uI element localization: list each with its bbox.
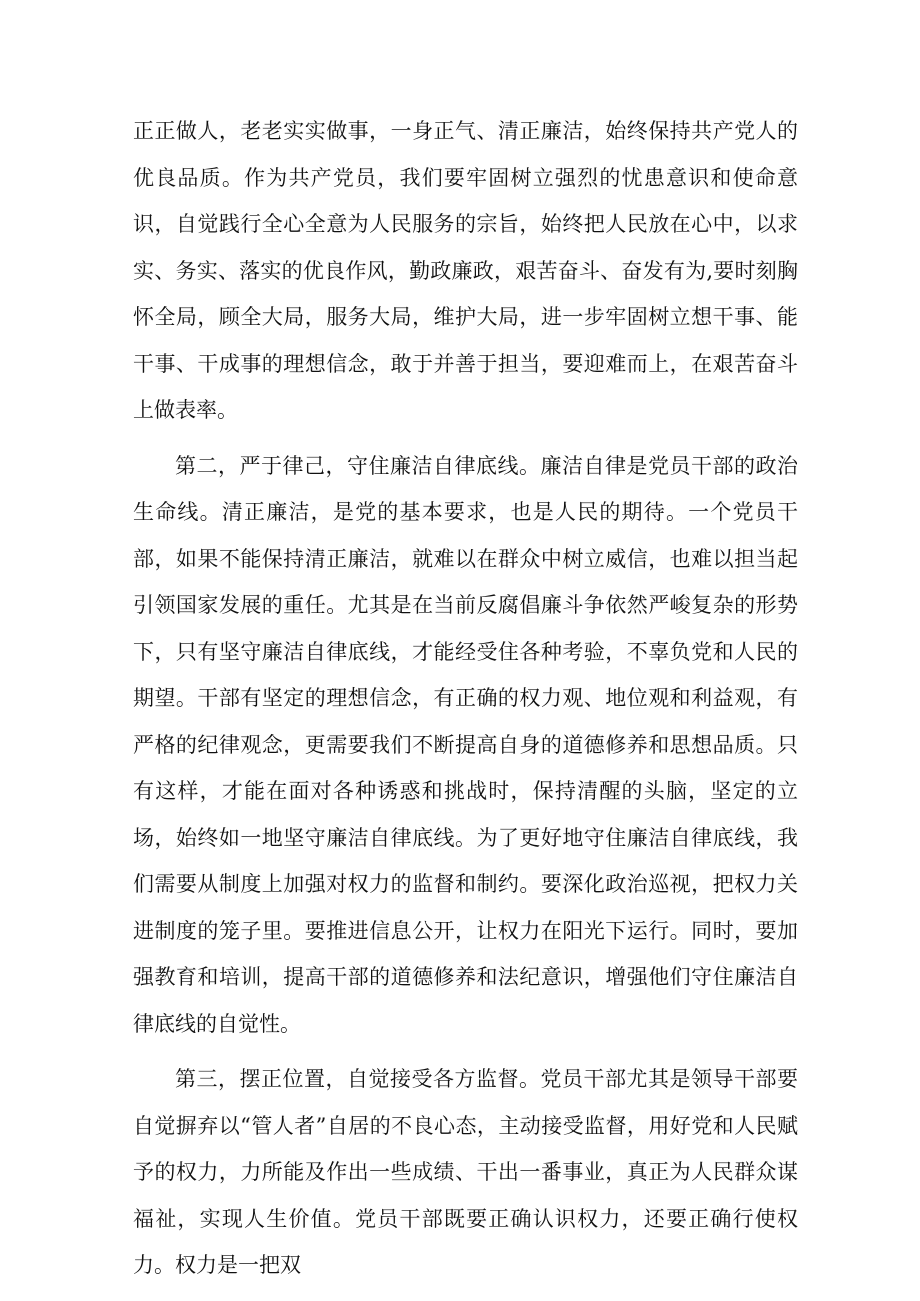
paragraph-second-point: 第二，严于律己，守住廉洁自律底线。廉洁自律是党员干部的政治生命线。清正廉洁，是党的基本要求，也是人民的期待。一个党员干部，如果不能保持清正廉洁，就难以在群众中树立威信，也难以担当起引领国家发展的重任。尤其是在当前反腐倡廉斗争依然严峻复杂的形势下，只有坚守廉洁自律底线，才能经受住各种考验，不辜负党和人民的期望。干部有坚定的理想信念，有正确的权力观、地位观和利益观，有严格的纪律观念，更需要我们不断提高自身的道德修养和思想品质。只有这样，才能在面对各种诱惑和挑战时，保持清醒的头脑，坚定的立场，始终如一地坚守廉洁自律底线。为了更好地守住廉洁自律底线，我们需要从制度上加强对权力的监督和制约。要深化政治巡视，把权力关进制度的笼子里。要推进信息公开，让权力在阳光下运行。同时，要加强教育和培训，提高干部的道德修养和法纪意识，增强他们守住廉洁自律底线的自觉性。	[133, 453, 798, 1036]
paragraph-third-point: 第三，摆正位置，自觉接受各方监督。党员干部尤其是领导干部要自觉摒弃以“管人者”自居的不良心态，主动接受监督，用好党和人民赋予的权力，力所能及作出一些成绩、干出一番事业，真正为人民群众谋福祉，实现人生价值。党员干部既要正确认识权力，还要正确行使权力。权力是一把双	[133, 1067, 798, 1277]
paragraph-continuation: 正正做人，老老实实做事，一身正气、清正廉洁，始终保持共产党人的优良品质。作为共产党员，我们要牢固树立强烈的忧患意识和使命意识，自觉践行全心全意为人民服务的宗旨，始终把人民放在心中，以求实、务实、落实的优良作风，勤政廉政，艰苦奋斗、奋发有为,要时刻胸怀全局，顾全大局，服务大局，维护大局，进一步牢固树立想干事、能干事、干成事的理想信念，敢于并善于担当，要迎难而上，在艰苦奋斗上做表率。	[133, 119, 798, 422]
document-body	[133, 108, 798, 1298]
